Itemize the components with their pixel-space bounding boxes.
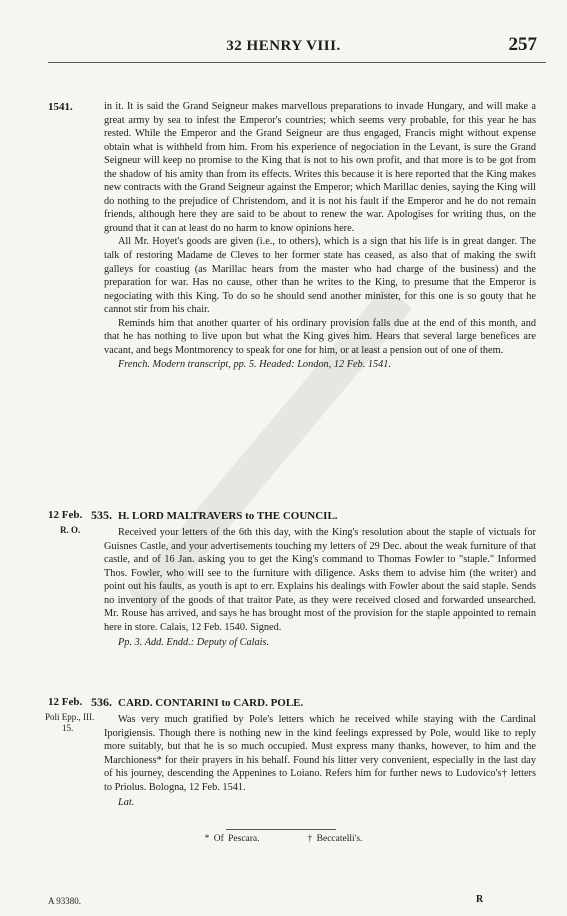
entry-535-date: 12 Feb. [48,509,83,521]
footnote: † Beccatelli's. [307,834,363,844]
paragraph: Received your letters of the 6th this day, with the King's resolution about the staple of victuals for Guisnes Castle, and your advertisements touching my letters of 29 Dec. about the weak furniture of that castle, and of 16 Jan. asking you to get the King's command to Thomas Fowler to "staple." Informed Thos. Fowler, who will see to the furniture with diligence. Asks them to advise him (the writer) and point out his faults, as youth is apt to err. Explains his dealings with Fowler about the said staple. Sends no inventory of the goods of that traitor Pate, as they were received closed and forwarded unsearched. Mr. Rouse has arrived, and says he has brought most of the provision for the staple appointed to remain here in store. Calais, 12 Feb. 1540. Signed. [104,527,536,633]
running-head: 32 HENRY VIII. [226,38,341,54]
entry-535-title: H. LORD MALTRAVERS to THE COUNCIL. [118,510,338,522]
entry-535-heading [91,508,338,523]
continuation-text [104,100,536,372]
paragraph: Reminds him that another quarter of his ordinary provision falls due at the end of this month, and that he has nothing to live upon but what the King gives him. Hears that several large benefices are vacant, and begs Montmorency to speak for one for him, or at least a pension out of one of them. [104,317,536,356]
footnotes [0,834,567,844]
paragraph: All Mr. Hoyet's goods are given (i.e., to others), which is a sign that his life is in great danger. The talk of restoring Madame de Cleves to her former state has ceased, as also that of making the swift galleys for coastiug (as Marillac hears from the master who had charge of the business) and the preparation for war. Has no cause, other than he writes to the King, to presume that the Emperor is negociating with this King. To do so he should send another minister, for this one is so gouty that he cannot stir from his chair. [104,236,536,316]
header-rule [48,62,546,63]
continuation-note: French. Modern transcript, pp. 5. Headed: London, 12 Feb. 1541. [118,359,392,371]
entry-536-title: CARD. CONTARINI to CARD. POLE. [118,697,304,709]
entry-536-note: Lat. [118,797,135,809]
entry-536-source: Poli Epp., III. [45,712,95,722]
entry-536-heading [91,695,303,710]
entry-535-source: R. O. [60,525,81,535]
entry-535-number: 535. [91,508,112,522]
page-number: 257 [508,34,537,55]
signature-mark: A 93380. [48,896,82,906]
footnote: * Of Pescara. [204,834,260,844]
entry-536-source-vol: 15. [62,723,74,733]
margin-year: 1541. [48,101,73,113]
paragraph: Was very much gratified by Pole's letters which he received while staying with the Cardinal Iporigiensis. Though there is nothing new in the kind feelings expressed by Pole, would like to reply more suitably, but that he is so much occupied. Must express many thanks, however, to him and the Marchioness* for their prayers in his behalf. Found his litter very convenient, especially in the last day of his journey, descending the Appenines to Loiano. Refers him for further news to Ludovico's† letters to Priolus. Bologna, 12 Feb. 1541. [104,714,536,793]
entry-536-number: 536. [91,695,112,709]
entry-536-date: 12 Feb. [48,696,83,708]
footnote-rule [226,829,336,830]
entry-535-text [104,526,536,650]
entry-535-note: Pp. 3. Add. Endd.: Deputy of Calais. [118,637,270,649]
entry-536-text [104,713,536,810]
signature-letter: R [476,894,484,905]
paragraph: in it. It is said the Grand Seigneur makes marvellous preparations to invade Hungary, and will make a great army by sea to infest the Emperor's countries; which seems very probable, for this year he has rested. While the Emperor and the Grand Seigneur are thus engaged, Francis might without expense obtain what is withheld from him. From his experience of negociation in the Levant, is sure the Grand Seigneur will keep no promise to the King that is not to his own profit, and that more is to be got from the shadow of his amity than from its effects. Writes this because it is here reported that the King makes new contracts with the Grand Seigneur against the Emperor; which Marillac denies, saying the King will do nothing to the prejudice of Christendom, and it is not his fault if the Emperor and he do not remain friends, although here they are said to be about to renew the war. Apologises for writing thus, on the ground that it can at least do no harm to know opinions here. [104,101,536,234]
